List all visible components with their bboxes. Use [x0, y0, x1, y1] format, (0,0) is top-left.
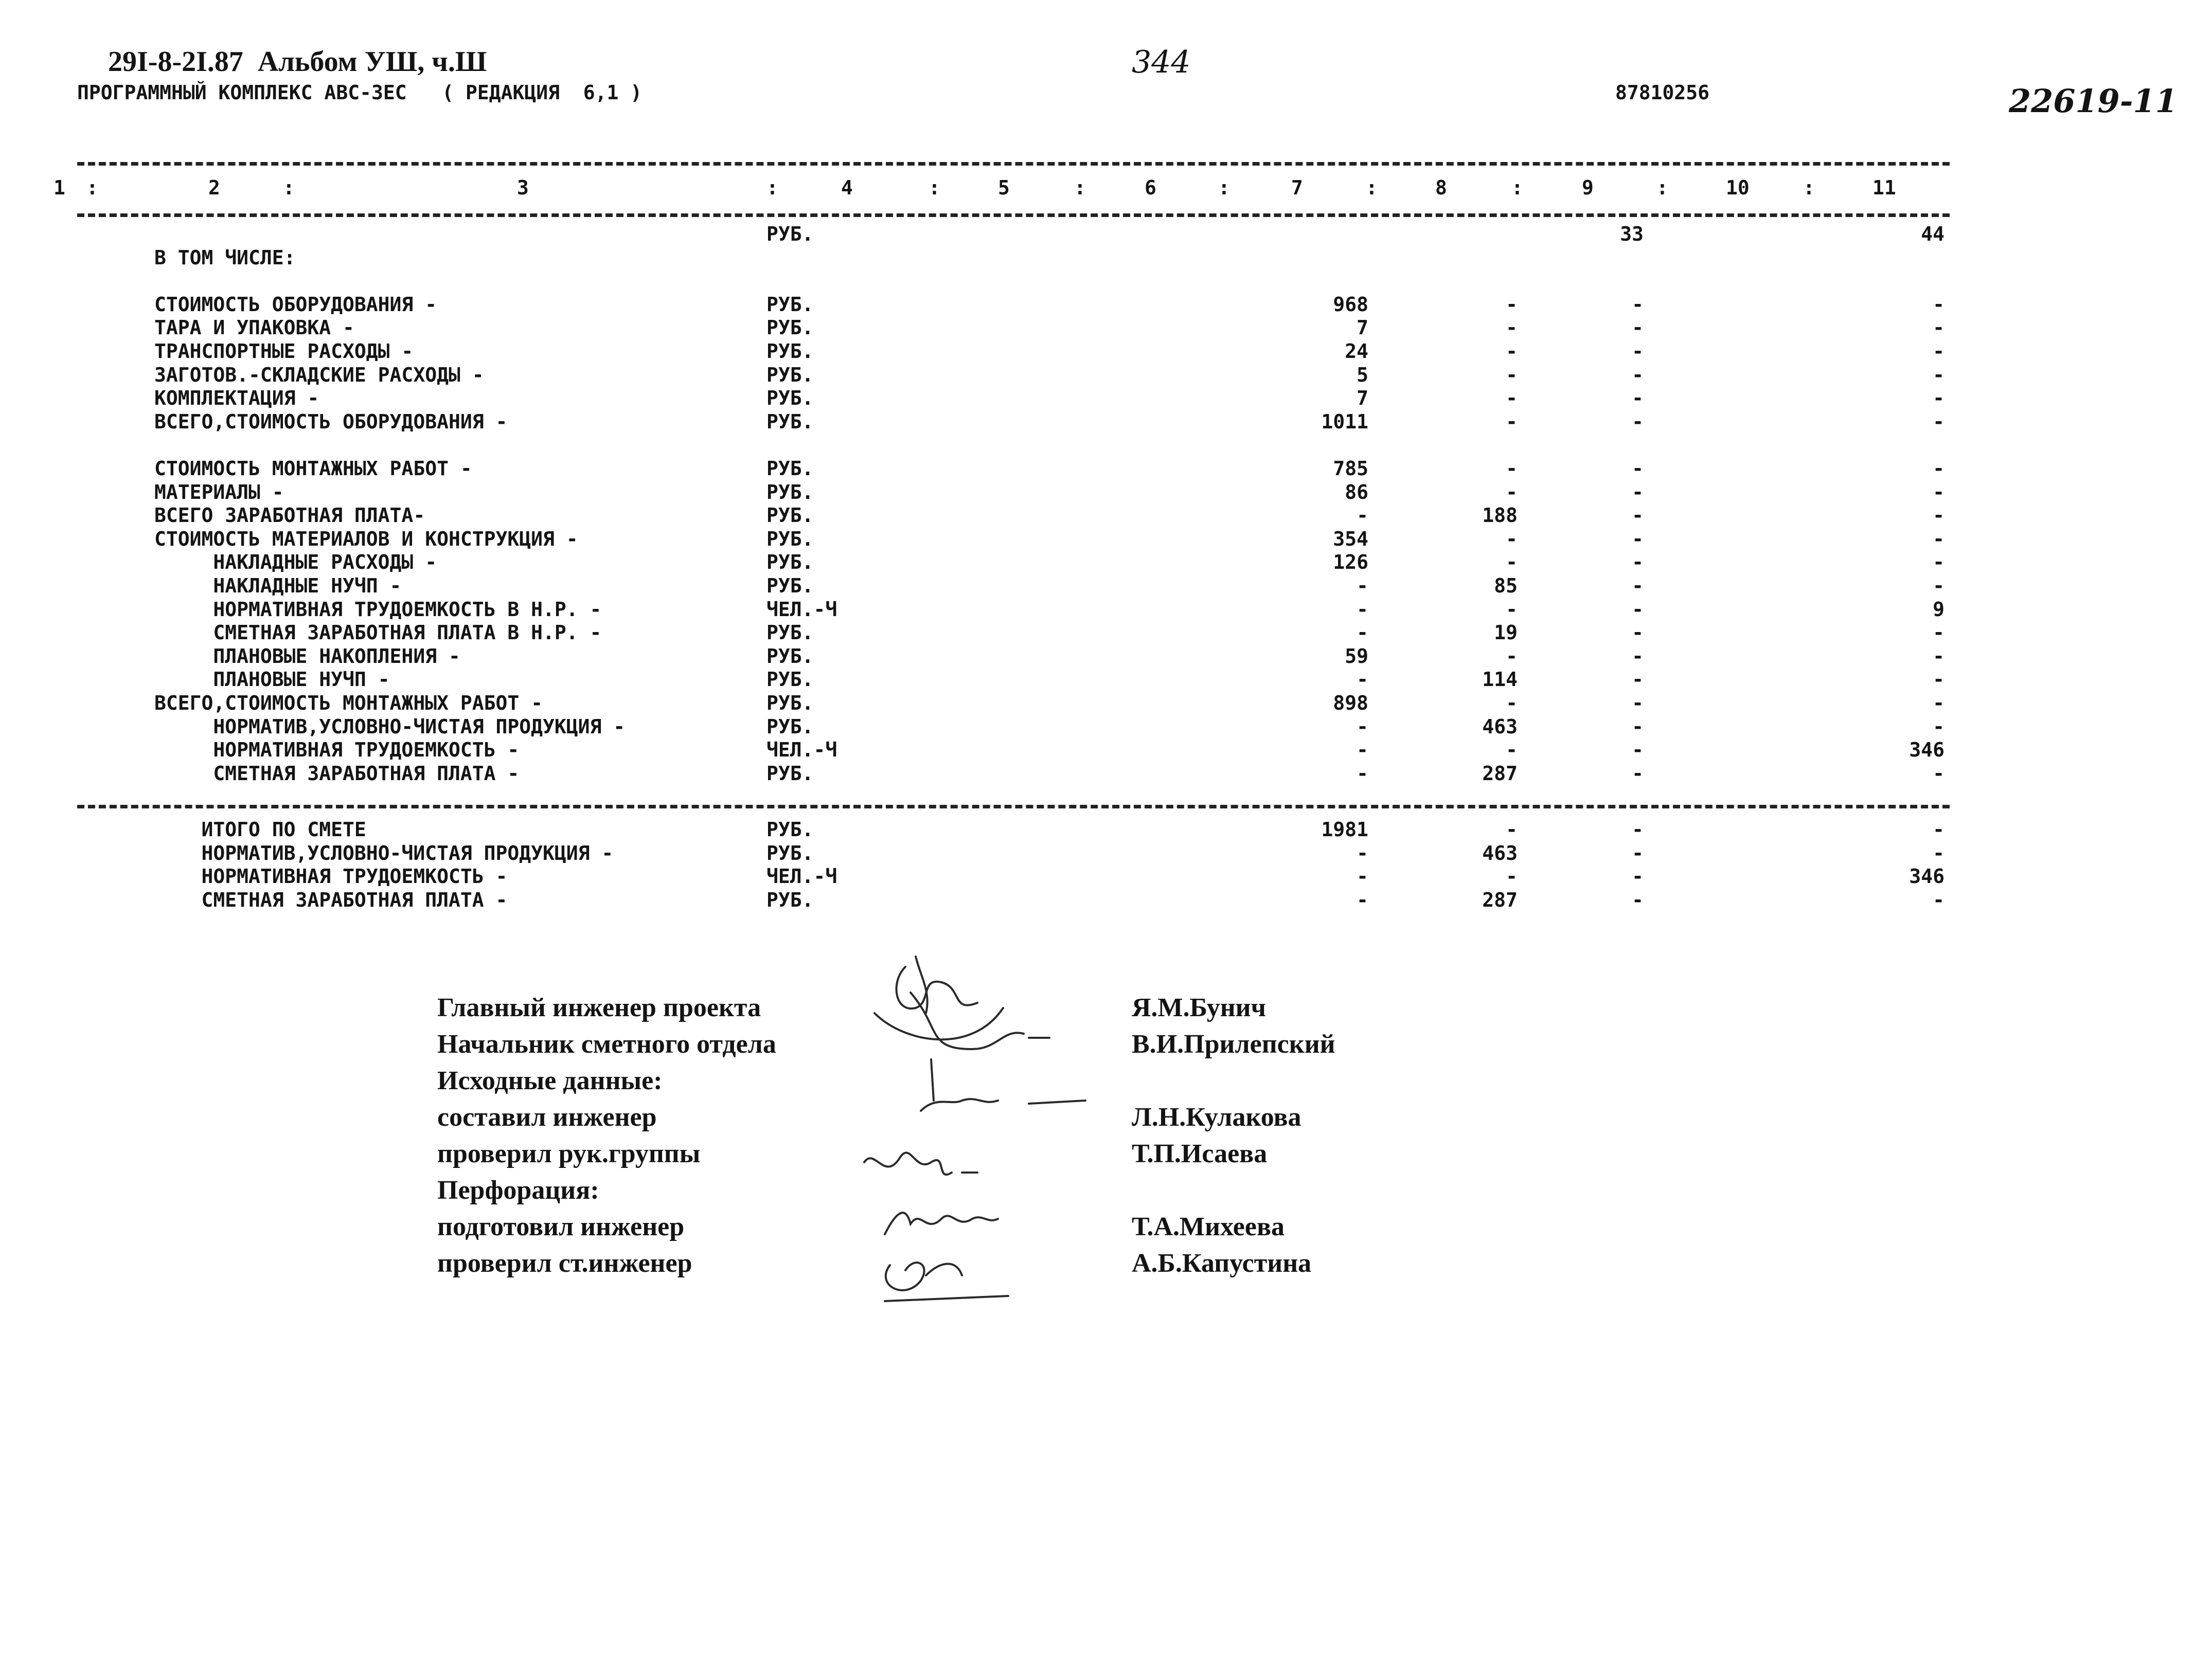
col-11-value: - [1933, 504, 1945, 527]
col-8-value: 114 [1482, 668, 1518, 691]
col-9-value: - [1632, 621, 1644, 644]
col-11-value: - [1933, 387, 1945, 410]
col-9-value: - [1632, 480, 1644, 503]
totals-rule [77, 805, 1950, 808]
col-9-value: - [1632, 293, 1644, 316]
table-row [0, 691, 2212, 715]
col-8-value: - [1506, 410, 1518, 433]
row-unit: РУБ. [766, 387, 814, 410]
row-unit: РУБ. [766, 527, 814, 550]
table-row [0, 433, 2212, 457]
row-label: ВСЕГО,СТОИМОСТЬ МОНТАЖНЫХ РАБОТ - [154, 692, 543, 714]
column-number: 3 [517, 176, 529, 199]
col-8-value: - [1506, 818, 1518, 841]
col-11-value: - [1933, 527, 1945, 550]
col-7-value: 785 [1333, 457, 1368, 480]
col-11-value: 346 [1909, 738, 1945, 762]
col-7-value: 5 [1357, 363, 1368, 386]
col-7-value: 126 [1333, 551, 1368, 574]
table-row [0, 246, 2212, 269]
row-label: СТОИМОСТЬ МАТЕРИАЛОВ И КОНСТРУКЦИЯ - [154, 527, 578, 550]
col-8-value: - [1506, 363, 1518, 386]
col-8-value: 463 [1482, 715, 1518, 738]
row-label: СМЕТНАЯ ЗАРАБОТНАЯ ПЛАТА В Н.Р. - [154, 621, 602, 644]
row-unit: РУБ. [766, 457, 814, 480]
col-9-value: - [1632, 818, 1644, 841]
row-label: ВСЕГО,СТОИМОСТЬ ОБОРУДОВАНИЯ - [154, 410, 508, 433]
col-7-value: - [1357, 738, 1368, 762]
row-label: ТРАНСПОРТНЫЕ РАСХОДЫ - [154, 340, 414, 363]
signatory-name: Я.М.Бунич [1132, 993, 1266, 1022]
table-row [0, 621, 2212, 644]
column-number: 2 [208, 176, 220, 199]
col-11-value: - [1933, 762, 1945, 785]
col-7-value: 1011 [1321, 410, 1368, 433]
col-7-value: 24 [1345, 340, 1368, 363]
col-8-value: - [1506, 457, 1518, 480]
table-row [0, 550, 2212, 574]
row-unit: РУБ. [766, 888, 814, 911]
row-unit: РУБ. [766, 551, 814, 574]
row-unit: ЧЕЛ.-Ч [766, 865, 837, 888]
signatory-name: Т.А.Михеева [1132, 1212, 1285, 1241]
col-7-value: 898 [1333, 692, 1368, 714]
col-8-value: 188 [1482, 504, 1518, 527]
col-8-value: - [1506, 551, 1518, 574]
col-7-value: 59 [1345, 644, 1368, 668]
column-number: 7 [1291, 176, 1303, 199]
row-label: НОРМАТИВНАЯ ТРУДОЕМКОСТЬ - [154, 738, 520, 762]
signature-role: Главный инженер проекта [437, 993, 761, 1022]
page-number: 344 [1132, 44, 1191, 80]
row-unit: РУБ. [766, 293, 814, 316]
col-7-value: 968 [1333, 293, 1368, 316]
table-row [0, 574, 2212, 598]
archive-number: 22619-11 [2009, 82, 2178, 120]
signatory-name: А.Б.Капустина [1132, 1249, 1312, 1278]
row-unit: РУБ. [766, 841, 814, 864]
column-number: 6 [1145, 176, 1156, 199]
row-label: НОРМАТИВНАЯ ТРУДОЕМКОСТЬ В Н.Р. - [154, 598, 602, 621]
col-7-value: 354 [1333, 527, 1368, 550]
table-row [0, 738, 2212, 762]
col-11-value: - [1933, 363, 1945, 386]
col-11-value: - [1933, 692, 1945, 714]
col-11-value: - [1933, 841, 1945, 864]
column-number: 10 [1726, 176, 1750, 199]
col-7-value: 7 [1357, 316, 1368, 339]
row-unit: РУБ. [766, 340, 814, 363]
row-label: ПЛАНОВЫЕ НУЧП - [154, 668, 390, 691]
separator: : [1656, 176, 1668, 199]
col-7-value: - [1357, 574, 1368, 597]
row-label: НОРМАТИВ,УСЛОВНО-ЧИСТАЯ ПРОДУКЦИЯ - [154, 715, 626, 738]
col-9-value: - [1632, 888, 1644, 911]
col-8-value: - [1506, 316, 1518, 339]
row-unit: РУБ. [766, 223, 814, 245]
table-row [0, 762, 2212, 785]
signature-role: Начальник сметного отдела [437, 1030, 776, 1059]
col-9-value: - [1632, 841, 1644, 864]
col-11-value: - [1933, 574, 1945, 597]
document-id: 87810256 [1615, 81, 1710, 104]
separator: : [1074, 176, 1086, 199]
column-number: 4 [841, 176, 853, 199]
row-unit: РУБ. [766, 504, 814, 527]
col-9-value: - [1632, 644, 1644, 668]
signature-kapustina-icon [885, 1263, 1008, 1301]
col-11-value: - [1933, 621, 1945, 644]
col-11-value: 9 [1933, 598, 1945, 621]
col-7-value: 1981 [1321, 818, 1368, 841]
col-9-value: - [1632, 598, 1644, 621]
col-7-value: - [1357, 504, 1368, 527]
row-unit: РУБ. [766, 644, 814, 668]
col-11-value: - [1933, 410, 1945, 433]
table-row [0, 269, 2212, 293]
table-top-rule [77, 162, 1950, 166]
col-9-value: - [1632, 457, 1644, 480]
row-unit: РУБ. [766, 715, 814, 738]
col-11-value: - [1933, 480, 1945, 503]
col-9-value: - [1632, 504, 1644, 527]
row-label: ВСЕГО ЗАРАБОТНАЯ ПЛАТА- [154, 504, 425, 527]
table-row [0, 410, 2212, 434]
col-11-value: - [1933, 668, 1945, 691]
col-11-value: - [1933, 316, 1945, 339]
row-label: СТОИМОСТЬ ОБОРУДОВАНИЯ - [154, 293, 437, 316]
table-row [0, 715, 2212, 738]
row-unit: РУБ. [766, 574, 814, 597]
col-9-value: - [1632, 668, 1644, 691]
signature-role: Исходные данные: [437, 1066, 663, 1095]
col-11-value: - [1933, 715, 1945, 738]
signature-role: подготовил инженер [437, 1212, 685, 1241]
col-8-value: - [1506, 598, 1518, 621]
col-11-value: - [1933, 551, 1945, 574]
col-7-value: 86 [1345, 480, 1368, 503]
table-row [0, 644, 2212, 668]
signature-role: Перфорация: [437, 1176, 599, 1205]
col-11-value: 346 [1909, 865, 1945, 888]
col-11-value: - [1933, 457, 1945, 480]
col-9-value: - [1632, 715, 1644, 738]
row-label: НОРМАТИВ,УСЛОВНО-ЧИСТАЯ ПРОДУКЦИЯ - [154, 841, 614, 864]
signature-role: проверил ст.инженер [437, 1249, 692, 1278]
signature-role: проверил рук.группы [437, 1139, 701, 1168]
row-label: ТАРА И УПАКОВКА - [154, 316, 354, 339]
col-8-value: - [1506, 387, 1518, 410]
col-7-value: - [1357, 598, 1368, 621]
col-11-value: - [1933, 293, 1945, 316]
col-9-value: - [1632, 527, 1644, 550]
row-label: СМЕТНАЯ ЗАРАБОТНАЯ ПЛАТА - [154, 888, 508, 911]
col-9-value: - [1632, 316, 1644, 339]
signature-marks [844, 946, 1132, 1306]
col-8-value: - [1506, 738, 1518, 762]
signature-role: составил инженер [437, 1103, 657, 1132]
table-row [0, 363, 2212, 387]
row-unit: РУБ. [766, 692, 814, 714]
col-9-value: - [1632, 738, 1644, 762]
signatory-name: В.И.Прилепский [1132, 1030, 1335, 1059]
col-8-value: - [1506, 865, 1518, 888]
signature-isaeva-icon [864, 1152, 977, 1175]
col-11-value: - [1933, 644, 1945, 668]
col-9-value: 33 [1620, 223, 1644, 245]
table-row [0, 864, 2212, 888]
row-unit: РУБ. [766, 363, 814, 386]
row-unit: РУБ. [766, 316, 814, 339]
col-8-value: - [1506, 293, 1518, 316]
col-9-value: - [1632, 363, 1644, 386]
col-9-value: - [1632, 574, 1644, 597]
row-unit: РУБ. [766, 668, 814, 691]
column-number: 1 [53, 176, 65, 199]
signature-kulakova-icon [921, 1059, 1085, 1111]
doc-code: 29I-8-2I.87 Альбом УШ, ч.Ш [108, 46, 487, 78]
signatory-name: Т.П.Исаева [1132, 1139, 1268, 1168]
column-number: 5 [998, 176, 1010, 199]
row-label: СТОИМОСТЬ МОНТАЖНЫХ РАБОТ - [154, 457, 472, 480]
table-row [0, 457, 2212, 480]
col-8-value: - [1506, 480, 1518, 503]
col-7-value: - [1357, 865, 1368, 888]
col-7-value: - [1357, 762, 1368, 785]
row-label: СМЕТНАЯ ЗАРАБОТНАЯ ПЛАТА - [154, 762, 520, 785]
row-unit: РУБ. [766, 480, 814, 503]
row-unit: РУБ. [766, 410, 814, 433]
separator: : [1366, 176, 1378, 199]
row-label: НАКЛАДНЫЕ НУЧП - [154, 574, 402, 597]
column-number: 8 [1435, 176, 1447, 199]
table-row [0, 888, 2212, 912]
row-unit: РУБ. [766, 621, 814, 644]
col-8-value: 19 [1494, 621, 1518, 644]
row-label: В ТОМ ЧИСЛЕ: [154, 246, 296, 269]
col-8-value: 287 [1482, 762, 1518, 785]
table-row [0, 527, 2212, 551]
separator: : [86, 176, 98, 199]
col-11-value: - [1933, 340, 1945, 363]
row-label: МАТЕРИАЛЫ - [154, 480, 284, 503]
row-unit: ЧЕЛ.-Ч [766, 738, 837, 762]
signatory-name: Л.Н.Кулакова [1132, 1103, 1301, 1132]
col-8-value: 287 [1482, 888, 1518, 911]
table-row [0, 386, 2212, 410]
col-7-value: - [1357, 621, 1368, 644]
signature-mikheeva-icon [885, 1213, 998, 1234]
column-header-rule [77, 213, 1950, 217]
col-8-value: - [1506, 644, 1518, 668]
col-9-value: - [1632, 762, 1644, 785]
row-label: ЗАГОТОВ.-СКЛАДСКИЕ РАСХОДЫ - [154, 363, 484, 386]
table-row [0, 668, 2212, 691]
col-8-value: 85 [1494, 574, 1518, 597]
col-9-value: - [1632, 692, 1644, 714]
table-row [0, 841, 2212, 865]
col-9-value: - [1632, 551, 1644, 574]
col-8-value: - [1506, 692, 1518, 714]
row-label: НОРМАТИВНАЯ ТРУДОЕМКОСТЬ - [154, 865, 508, 888]
separator: : [929, 176, 940, 199]
column-number: 9 [1582, 176, 1594, 199]
table-row [0, 316, 2212, 339]
col-9-value: - [1632, 410, 1644, 433]
col-9-value: - [1632, 387, 1644, 410]
table-row [0, 339, 2212, 363]
table-row [0, 598, 2212, 621]
row-unit: РУБ. [766, 762, 814, 785]
col-7-value: - [1357, 668, 1368, 691]
row-unit: ЧЕЛ.-Ч [766, 598, 837, 621]
separator: : [283, 176, 295, 199]
table-row [0, 818, 2212, 841]
col-9-value: - [1632, 865, 1644, 888]
signature-bunich-icon [897, 957, 977, 1013]
row-label: КОМПЛЕКТАЦИЯ - [154, 387, 319, 410]
signature-prilepsky-icon [875, 993, 1049, 1049]
col-11-value: - [1933, 818, 1945, 841]
row-label: ПЛАНОВЫЕ НАКОПЛЕНИЯ - [154, 644, 460, 668]
table-row [0, 503, 2212, 527]
program-title: ПРОГРАММНЫЙ КОМПЛЕКС АВС-ЗЕС ( РЕДАКЦИЯ 6,1 ) [77, 81, 643, 104]
row-label: НАКЛАДНЫЕ РАСХОДЫ - [154, 551, 437, 574]
row-label: ИТОГО ПО СМЕТЕ [154, 818, 366, 841]
table-row [0, 222, 2212, 246]
col-11-value: 44 [1921, 223, 1945, 245]
col-8-value: - [1506, 527, 1518, 550]
col-11-value: - [1933, 888, 1945, 911]
table-row [0, 480, 2212, 504]
row-unit: РУБ. [766, 818, 814, 841]
table-row [0, 293, 2212, 316]
separator: : [1218, 176, 1230, 199]
separator: : [1511, 176, 1523, 199]
column-number: 11 [1872, 176, 1896, 199]
column-number-header [0, 176, 2212, 202]
col-8-value: - [1506, 340, 1518, 363]
col-7-value: - [1357, 715, 1368, 738]
separator: : [1803, 176, 1815, 199]
col-7-value: - [1357, 841, 1368, 864]
separator: : [766, 176, 778, 199]
col-8-value: 463 [1482, 841, 1518, 864]
col-9-value: - [1632, 340, 1644, 363]
col-7-value: 7 [1357, 387, 1368, 410]
col-7-value: - [1357, 888, 1368, 911]
